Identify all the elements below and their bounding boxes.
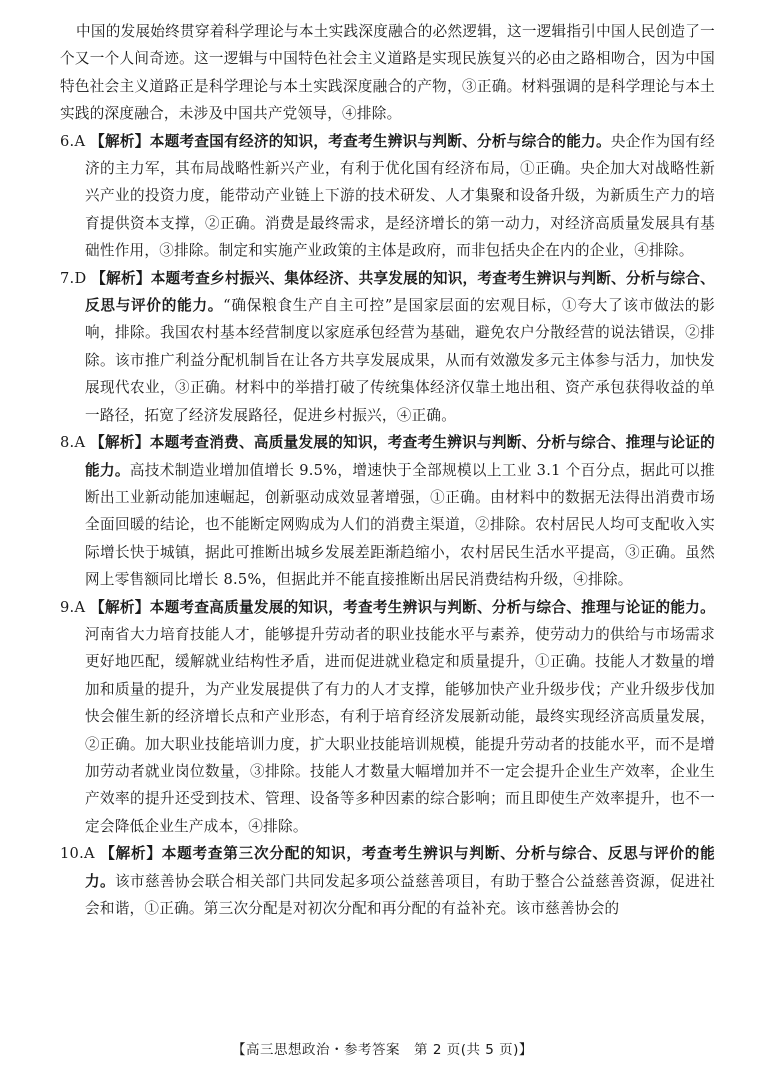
question-9 bbox=[60, 594, 715, 841]
analysis-tag: 【解析】 bbox=[90, 132, 150, 150]
question-6 bbox=[60, 128, 715, 265]
analysis-tag: 【解析】 bbox=[90, 598, 150, 616]
question-number: 6. bbox=[60, 132, 75, 150]
ability-statement: 本题考查乡村振兴、集体经济、共享发展的知识，考查考生辨识与判断、分析与综合、反思与评价的能力。 bbox=[85, 269, 715, 315]
question-number: 8. bbox=[60, 434, 75, 452]
analysis-body: 央企作为国有经济的主力军，其布局战略性新兴产业，有利于优化国有经济布局，①正确。央企加大对战略性新兴产业的投资力度，能带动产业链上下游的技术研发、人才集聚和设备升级，为新质生产力的培育提供资本支撑，②正确。消费是最终需求，是经济增长的第一动力，对经济高质量发展具有基础性作用，③排除。制定和实施产业政策的主体是政府，而非包括央企在内的企业，④排除。 bbox=[85, 132, 715, 260]
answer-letter: D bbox=[74, 269, 87, 287]
question-number: 7. bbox=[60, 269, 75, 287]
analysis-body: 该市慈善协会联合相关部门共同发起多项公益慈善项目，有助于整合公益慈善资源，促进社会和谐，①正确。第三次分配是对初次分配和再分配的有益补充。该市慈善协会的 bbox=[85, 872, 715, 917]
analysis-body: 河南省大力培育技能人才，能够提升劳动者的职业技能水平与素养，使劳动力的供给与市场需求更好地匹配，缓解就业结构性矛盾，进而促进就业稳定和质量提升，①正确。技能人才数量的增加和质量的提升，为产业发展提供了有力的人才支撑，能够加快产业升级步伐；产业升级步伐加快会催生新的经济增长点和产业形态，有利于培育经济发展新动能，最终实现经济高质量发展，②正确。加大职业技能培训力度，扩大职业技能培训规模，能提升劳动者的技能水平，而不是增加劳动者就业岗位数量，③排除。技能人才数量大幅增加并不一定会提升企业生产效率，企业生产效率的提升还受到技术、管理、设备等多种因素的综合影响；而且即使生产效率提升，也不一定会降低企业生产成本，④排除。 bbox=[85, 625, 715, 835]
intro-paragraph bbox=[60, 18, 715, 128]
page-footer: 【高三思想政治・参考答案 第 2 页(共 5 页)】 bbox=[232, 1042, 533, 1058]
question-8 bbox=[60, 429, 715, 593]
ability-statement: 本题考查国有经济的知识，考查考生辨识与判断、分析与综合的能力。 bbox=[149, 132, 611, 150]
ability-statement: 本题考查高质量发展的知识，考查考生辨识与判断、分析与综合、推理与论证的能力。 bbox=[149, 598, 715, 616]
analysis-body: “确保粮食生产自主可控”是国家层面的宏观目标，①夸大了该市做法的影响，排除。我国农村基本经营制度以家庭承包经营为基础，避免农户分散经营的说法错误，②排除。该市推广利益分配机制旨在让各方共享发展成果，从而有效激发多元主体参与活力，加快发展现代农业，③正确。材料中的举措打破了传统集体经济仅靠土地出租、资产承包获得收益的单一路径，拓宽了经济发展路径，促进乡村振兴，④正确。 bbox=[85, 297, 715, 424]
answer-letter: A bbox=[74, 434, 86, 452]
ability-statement: 本题考查消费、高质量发展的知识，考查考生辨识与判断、分析与综合、推理与论证的能力。 bbox=[85, 434, 715, 479]
ability-statement: 本题考查第三次分配的知识，考查考生辨识与判断、分析与综合、反思与评价的能力。 bbox=[85, 845, 715, 890]
answer-letter: A bbox=[74, 598, 86, 616]
intro-text: 中国的发展始终贯穿着科学理论与本土实践深度融合的必然逻辑，这一逻辑指引中国人民创造了一个又一个人间奇迹。这一逻辑与中国特色社会主义道路是实现民族复兴的必由之路相吻合，因为中国特色社会主义道路正是科学理论与本土实践深度融合的产物，③正确。材料强调的是科学理论与本土实践的深度融合，未涉及中国共产党领导，④排除。 bbox=[60, 23, 715, 123]
analysis-tag: 【解析】 bbox=[90, 434, 150, 452]
answer-content bbox=[60, 18, 715, 922]
analysis-tag: 【解析】 bbox=[91, 269, 151, 287]
question-number: 9. bbox=[60, 598, 75, 616]
question-number: 10. bbox=[60, 845, 84, 863]
analysis-body: 高技术制造业增加值增长 9.5%，增速快于全部规模以上工业 3.1 个百分点，据此可以推断出工业新动能加速崛起，创新驱动成效显著增强，①正确。由材料中的数据无法得出消费市场全面回暖的结论，也不能断定网购成为人们的消费主渠道，②排除。农村居民人均可支配收入实际增长快于城镇，据此可推断出城乡发展差距渐趋缩小，农村居民生活水平提高，③正确。虽然网上零售额同比增长 8.5%，但据此并不能直接推断出居民消费结构升级，④排除。 bbox=[85, 461, 715, 589]
answer-letter: A bbox=[74, 132, 86, 150]
question-7 bbox=[60, 265, 715, 429]
analysis-tag: 【解析】 bbox=[100, 845, 162, 863]
question-10 bbox=[60, 840, 715, 922]
answer-letter: A bbox=[83, 845, 95, 863]
